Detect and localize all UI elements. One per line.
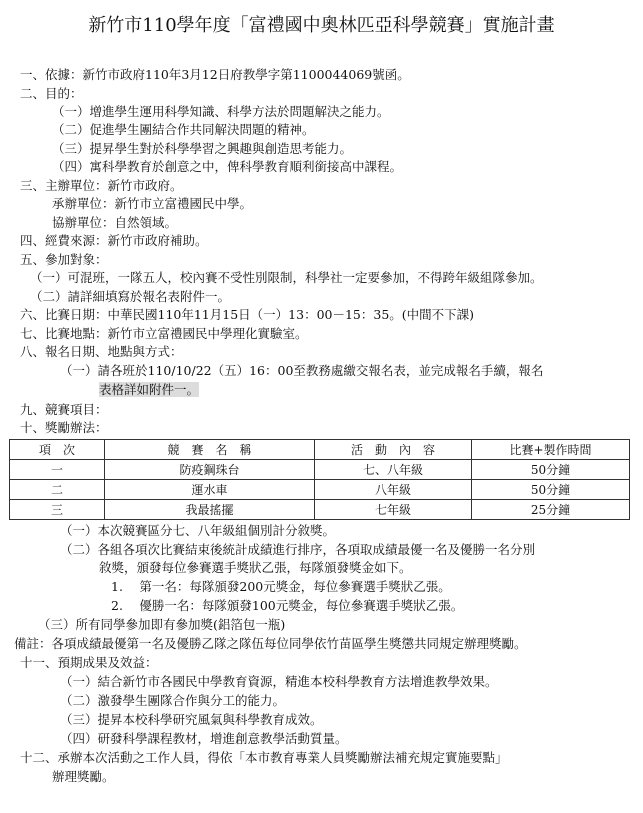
awards-table (9, 439, 630, 520)
page-title: 新竹市110學年度「富禮國中奧林匹亞科學競賽」實施計畫 (88, 15, 555, 36)
registration-line-cont (99, 382, 199, 398)
prize-first: 1. 第一名：每隊頒發200元獎金，每位參賽選手獎狀乙張。 (111, 579, 451, 594)
table-cell: 運水車 (105, 480, 315, 500)
award-rule: （一）本次競賽區分七、八年級組個別計分敘獎。 (60, 523, 336, 538)
section-events-heading: 九、競賽項目： (20, 402, 108, 417)
table-cell: 我最搖擺 (105, 500, 315, 520)
section-staff-reward-cont: 辦理獎勵。 (52, 769, 115, 784)
purpose-item: （四）寓科學教育於創意之中，俾科學教育順利銜接高中課程。 (52, 159, 403, 174)
table-cell: 七年級 (315, 500, 472, 520)
outcome-item: （四）研發科學課程教材，增進創意教學活動質量。 (60, 731, 348, 746)
table-cell: 25分鐘 (472, 500, 630, 520)
table-row (10, 460, 630, 480)
award-note: 備註：各項成績最優第一名及優勝乙隊之隊伍每位同學依竹苗區學生獎懲共同規定辦理獎勵。 (14, 636, 527, 651)
table-header-cell: 項 次 (10, 440, 105, 460)
participants-item: （一）可混班，一隊五人，校內賽不受性別限制，科學社一定要參加，不得跨年級組隊參加。 (30, 270, 543, 285)
section-basis: 一、依據：新竹市政府110年3月12日府教學字第1100044069號函。 (20, 67, 410, 82)
highlighted-text: 表格詳如附件一。 (99, 382, 200, 397)
purpose-item: （一）增進學生運用科學知識、科學方法於問題解決之能力。 (52, 104, 390, 119)
section-purpose-heading: 二、目的： (20, 86, 83, 101)
section-awards-heading: 十、獎勵辦法： (20, 420, 108, 435)
section-date: 六、比賽日期：中華民國110年11月15日（一）13：00－15：35。(中間不下課) (20, 307, 475, 322)
table-header-row (10, 440, 630, 460)
section-outcomes-heading: 十一、預期成果及效益： (20, 655, 158, 670)
purpose-item: （三）提昇學生對於科學學習之興趣與創造思考能力。 (52, 141, 353, 156)
section-participants-heading: 五、參加對象： (20, 252, 108, 267)
organizer-co: 協辦單位：自然領域。 (52, 215, 178, 230)
table-header-cell: 活 動 內 容 (315, 440, 472, 460)
table-row (10, 480, 630, 500)
table-cell: 50分鐘 (472, 460, 630, 480)
table-cell: 防疫鋼珠台 (105, 460, 315, 480)
purpose-item: （二）促進學生團結合作共同解決問題的精神。 (52, 122, 315, 137)
section-organizer: 三、主辦單位：新竹市政府。 (20, 178, 183, 193)
section-funding: 四、經費來源：新竹市政府補助。 (20, 233, 208, 248)
participants-item: （二）請詳細填寫於報名表附件一。 (30, 289, 231, 304)
table-cell: 二 (10, 480, 105, 500)
section-registration-heading: 八、報名日期、地點與方式： (20, 344, 183, 359)
outcome-item: （一）結合新竹市各國民中學教育資源，精進本校科學教育方法增進教學效果。 (60, 674, 498, 689)
outcome-item: （三）提昇本校科學研究風氣與科學教育成效。 (60, 712, 323, 727)
award-rule-cont: 敘獎，頒發每位參賽選手獎狀乙張，每隊頒發獎金如下。 (99, 560, 412, 575)
table-cell: 一 (10, 460, 105, 480)
table-row (10, 500, 630, 520)
table-cell: 三 (10, 500, 105, 520)
organizer-host: 承辦單位：新竹市立富禮國民中學。 (52, 196, 253, 211)
table-cell: 七、八年級 (315, 460, 472, 480)
section-venue: 七、比賽地點：新竹市立富禮國民中學理化實驗室。 (20, 326, 308, 341)
award-rule: （三）所有同學參加即有參加獎(鋁箔包一瓶) (38, 617, 286, 632)
table-cell: 八年級 (315, 480, 472, 500)
table-header-cell: 比賽+製作時間 (472, 440, 630, 460)
outcome-item: （二）激發學生團隊合作與分工的能力。 (60, 693, 286, 708)
prize-merit: 2. 優勝一名：每隊頒發100元獎金，每位參賽選手獎狀乙張。 (111, 598, 464, 613)
table-cell: 50分鐘 (472, 480, 630, 500)
award-rule: （二）各組各項次比賽結束後統計成績進行排序，各項取成績最優一名及優勝一名分別 (60, 542, 536, 557)
registration-line: （一）請各班於110/10/22（五）16：00至教務處繳交報名表，並完成報名手續，報名 (60, 363, 544, 378)
table-header-cell: 競 賽 名 稱 (105, 440, 315, 460)
section-staff-reward: 十二、承辦本次活動之工作人員，得依「本市教育專業人員獎勵辦法補充規定實施要點」 (20, 750, 508, 765)
